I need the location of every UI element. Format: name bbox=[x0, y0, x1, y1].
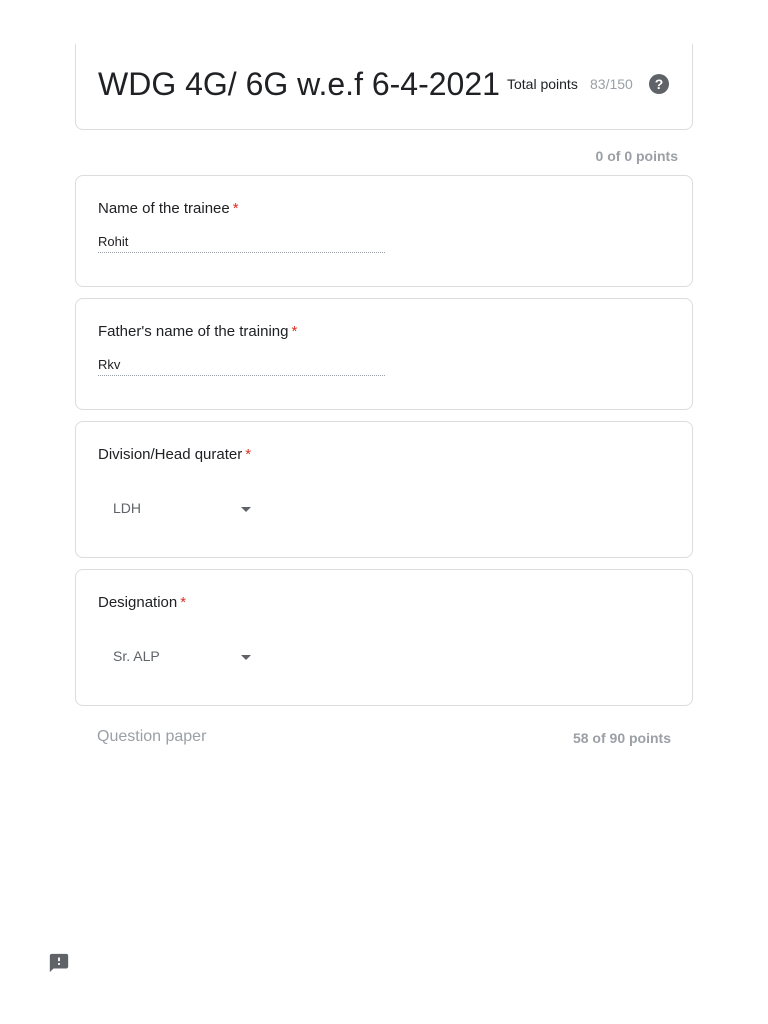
text-answer: Rkv bbox=[98, 357, 385, 376]
section-points-question-paper: 58 of 90 points bbox=[572, 730, 671, 746]
question-title: Father's name of the training * bbox=[98, 323, 298, 340]
question-title: Division/Head qurater * bbox=[98, 446, 252, 463]
question-card-father-name bbox=[75, 298, 693, 410]
question-card-trainee-name bbox=[75, 175, 693, 287]
form-header-card bbox=[75, 44, 693, 130]
text-answer: Rohit bbox=[98, 234, 385, 253]
dropdown-selected-value: Sr. ALP bbox=[113, 648, 160, 664]
required-mark: * bbox=[180, 594, 187, 611]
required-mark: * bbox=[232, 200, 239, 217]
section-title-question-paper: Question paper bbox=[97, 728, 207, 745]
chevron-down-icon bbox=[241, 507, 251, 512]
designation-dropdown[interactable] bbox=[98, 637, 268, 677]
division-dropdown[interactable] bbox=[98, 489, 268, 529]
form-title: WDG 4G/ 6G w.e.f 6-4-2021 bbox=[98, 66, 500, 102]
chevron-down-icon bbox=[241, 655, 251, 660]
total-points-value: 83/150 bbox=[590, 76, 633, 92]
required-mark: * bbox=[245, 446, 252, 463]
question-card-division bbox=[75, 421, 693, 558]
question-card-designation bbox=[75, 569, 693, 706]
section-points: 0 of 0 points bbox=[595, 148, 678, 164]
feedback-icon[interactable] bbox=[48, 952, 70, 974]
dropdown-selected-value: LDH bbox=[113, 500, 142, 516]
total-points-label: Total points bbox=[507, 76, 578, 92]
question-title: Designation * bbox=[98, 594, 187, 611]
question-title: Name of the trainee * bbox=[98, 200, 239, 217]
required-mark: * bbox=[291, 323, 298, 340]
help-icon[interactable]: ? bbox=[649, 74, 669, 94]
